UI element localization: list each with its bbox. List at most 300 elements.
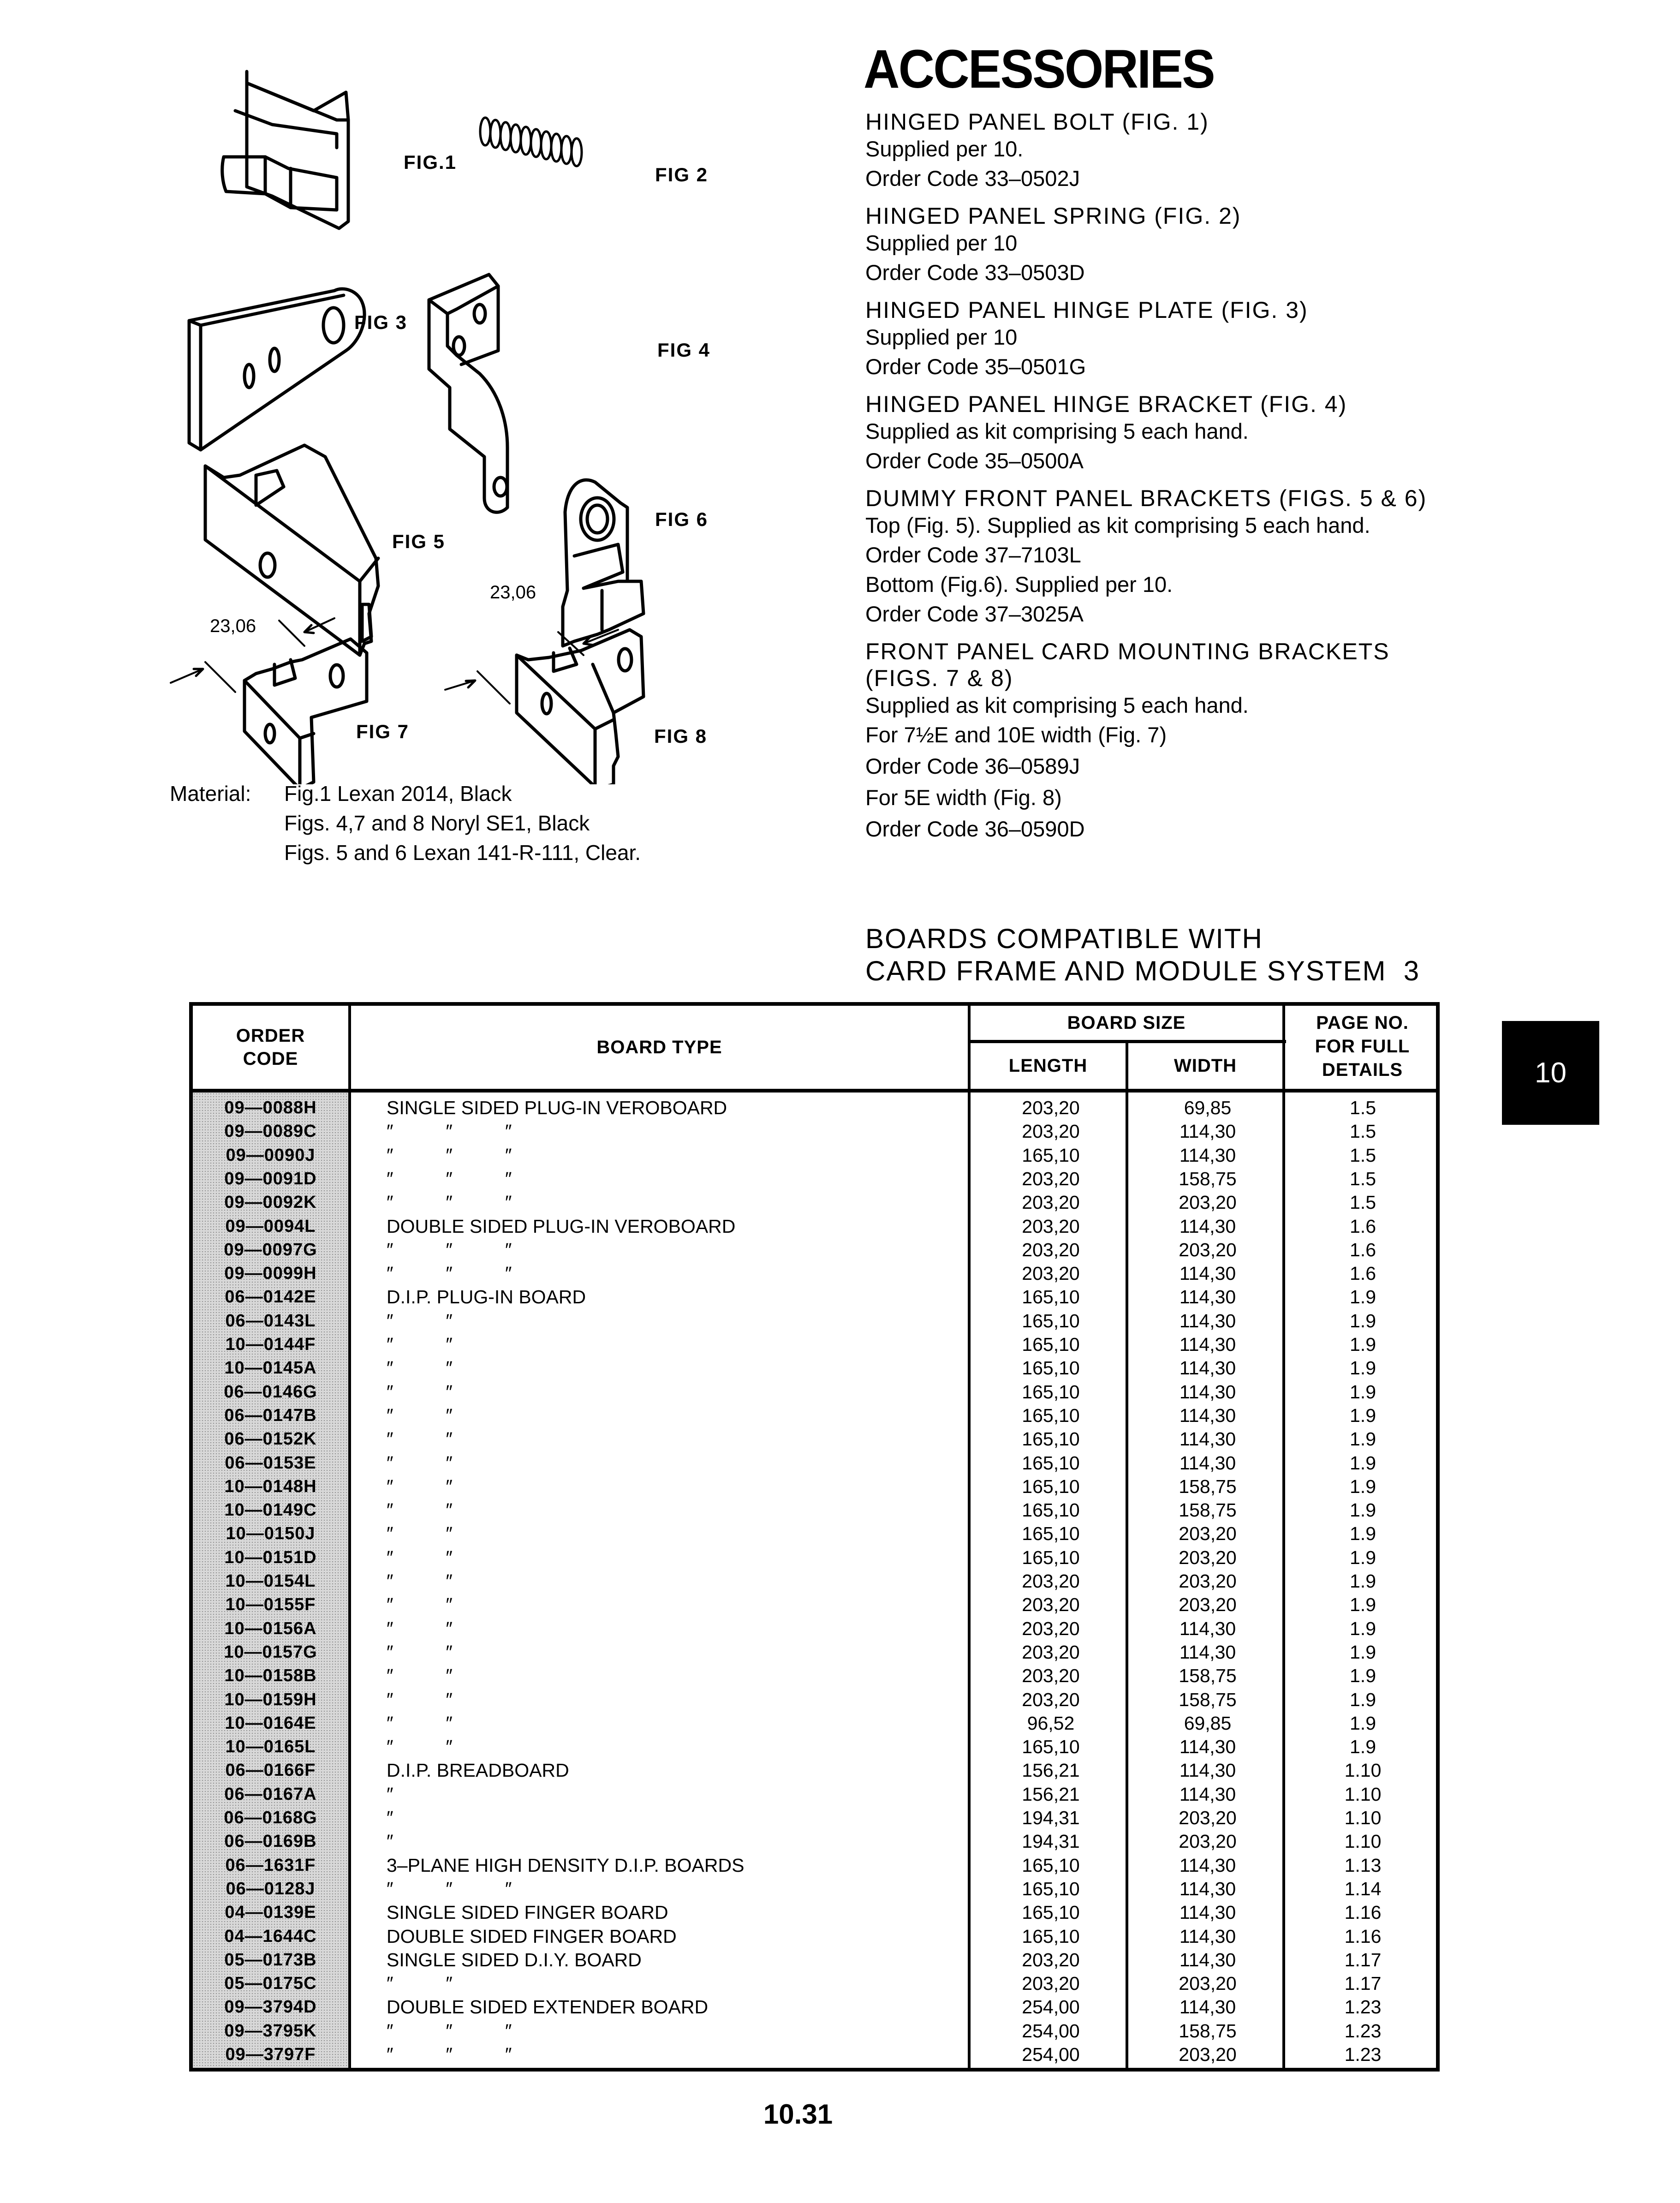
length-cell: 165,10 — [1022, 1286, 1080, 1308]
length-cell: 203,20 — [1022, 1689, 1080, 1710]
table-row — [193, 1262, 1436, 1285]
accessory-detail: Bottom (Fig.6). Supplied per 10. — [865, 572, 1173, 597]
order-code-cell: 10—0157G — [224, 1642, 317, 1662]
width-cell: 114,30 — [1179, 1783, 1236, 1805]
order-code-cell: 09—0088H — [224, 1098, 317, 1117]
width-cell: 114,30 — [1179, 1618, 1236, 1639]
fig7-mounting-bracket-drawing — [171, 618, 367, 784]
board-type-cell: D.I.P. PLUG-IN BOARD — [387, 1286, 586, 1308]
fig2-label: FIG 2 — [655, 164, 709, 185]
page-title: ACCESSORIES — [864, 39, 1214, 100]
length-cell: 165,10 — [1022, 1334, 1080, 1355]
fig4-label: FIG 4 — [657, 339, 711, 361]
page-no-cell: 1.5 — [1350, 1144, 1376, 1166]
order-code-cell: 04—0139E — [225, 1903, 316, 1922]
board-type-cell: ″ ″ — [387, 1428, 453, 1450]
order-code-cell: 10—0148H — [224, 1476, 317, 1496]
width-cell: 203,20 — [1179, 1831, 1237, 1852]
table-row — [193, 1522, 1436, 1546]
boards-heading-line: BOARDS COMPATIBLE WITH — [865, 923, 1263, 954]
order-code-cell: 10—0150J — [226, 1524, 316, 1544]
accessory-order-code: Order Code 33–0502J — [865, 166, 1080, 191]
accessory-heading-continued: (FIGS. 7 & 8) — [865, 665, 1013, 691]
header-text: DETAILS — [1322, 1060, 1403, 1080]
length-cell: 203,20 — [1022, 1665, 1080, 1687]
page-no-cell: 1.9 — [1350, 1618, 1376, 1639]
table-row — [193, 1475, 1436, 1499]
board-type-cell: ″ ″ — [387, 1594, 453, 1616]
page-no-cell: 1.10 — [1344, 1783, 1382, 1805]
order-code-cell: 09—0094L — [225, 1216, 316, 1236]
length-cell: 165,10 — [1022, 1499, 1080, 1521]
length-cell: 203,20 — [1022, 1949, 1080, 1970]
page-no-cell: 1.17 — [1344, 1949, 1382, 1970]
table-row — [193, 1167, 1436, 1191]
board-type-cell: ″ ″ ″ — [387, 1878, 512, 1899]
fig5-label: FIG 5 — [392, 531, 446, 552]
header-length: LENGTH — [1008, 1056, 1088, 1076]
page-no-cell: 1.10 — [1344, 1760, 1382, 1781]
fig7-dimension-label: 23,06 — [210, 616, 256, 636]
header-text: CODE — [243, 1049, 298, 1069]
order-code-cell: 06—0167A — [224, 1784, 317, 1804]
accessory-heading: HINGED PANEL HINGE BRACKET (FIG. 4) — [865, 391, 1347, 417]
width-cell: 203,20 — [1179, 1570, 1237, 1592]
order-code-cell: 10—0144F — [225, 1335, 316, 1354]
width-cell: 114,30 — [1179, 1949, 1236, 1970]
order-code-cell: 10—0159H — [224, 1690, 317, 1709]
table-row — [193, 1641, 1436, 1664]
header-divider — [189, 1089, 1440, 1093]
order-code-cell: 06—0143L — [225, 1311, 316, 1331]
width-cell: 114,30 — [1179, 1452, 1236, 1474]
board-type-cell: ″ ″ ″ — [387, 2020, 512, 2042]
page-no-cell: 1.9 — [1350, 1475, 1376, 1497]
board-type-cell: D.I.P. BREADBOARD — [387, 1760, 569, 1781]
order-code-cell: 10—0149C — [224, 1500, 317, 1520]
length-cell: 203,20 — [1022, 1192, 1080, 1213]
page-no-cell: 1.6 — [1350, 1215, 1376, 1237]
accessory-item — [865, 203, 1511, 288]
width-cell: 158,75 — [1179, 1168, 1237, 1189]
order-code-cell: 06—0166F — [225, 1761, 316, 1780]
table-row — [193, 1333, 1436, 1356]
page-no-cell: 1.10 — [1344, 1807, 1382, 1828]
page-no-cell: 1.17 — [1344, 1973, 1382, 1994]
length-cell: 203,20 — [1022, 1973, 1080, 1994]
accessory-order-code: Order Code 37–3025A — [865, 602, 1084, 626]
board-type-cell: ″ ″ — [387, 1712, 453, 1734]
length-cell: 165,10 — [1022, 1902, 1080, 1923]
accessory-heading: HINGED PANEL SPRING (FIG. 2) — [865, 203, 1241, 229]
accessory-item — [865, 638, 1511, 845]
table-row — [193, 1901, 1436, 1924]
width-cell: 203,20 — [1179, 1546, 1237, 1568]
length-cell: 194,31 — [1022, 1831, 1080, 1852]
table-row — [193, 1238, 1436, 1262]
length-cell: 165,10 — [1022, 1736, 1080, 1758]
order-code-cell: 06—0168G — [224, 1808, 317, 1827]
length-cell: 165,10 — [1022, 1357, 1080, 1379]
table-row — [193, 1995, 1436, 2019]
width-cell: 114,30 — [1179, 1334, 1236, 1355]
order-code-cell: 09—0099H — [224, 1264, 317, 1284]
order-code-cell: 09—3794D — [224, 1997, 317, 2017]
table-row — [193, 1806, 1436, 1830]
order-code-cell: 09—3795K — [224, 2021, 317, 2041]
width-cell: 203,20 — [1179, 1192, 1237, 1213]
accessory-item — [865, 485, 1511, 630]
table-row — [193, 1664, 1436, 1688]
fig4-hinge-bracket-drawing — [429, 275, 507, 512]
page-no-cell: 1.9 — [1350, 1546, 1376, 1568]
length-cell: 203,20 — [1022, 1215, 1080, 1237]
board-type-cell: ″ ″ — [387, 1570, 453, 1592]
board-type-cell: ″ ″ — [387, 1381, 453, 1403]
width-cell: 114,30 — [1179, 1263, 1236, 1284]
accessory-detail: For 5E width (Fig. 8) — [865, 785, 1062, 810]
header-board-size: BOARD SIZE — [1067, 1013, 1186, 1033]
order-code-cell: 09—0097G — [224, 1240, 317, 1260]
page-no-cell: 1.9 — [1350, 1334, 1376, 1355]
table-row — [193, 1191, 1436, 1214]
accessory-heading: HINGED PANEL HINGE PLATE (FIG. 3) — [865, 297, 1308, 323]
page-no-cell: 1.14 — [1344, 1878, 1382, 1899]
accessory-item — [865, 391, 1511, 477]
page-no-cell: 1.6 — [1350, 1239, 1376, 1260]
order-code-cell: 10—0165L — [225, 1737, 316, 1757]
page-no-cell: 1.5 — [1350, 1168, 1376, 1189]
board-type-cell: ″ ″ ″ — [387, 1168, 512, 1189]
width-cell: 203,20 — [1179, 1973, 1237, 1994]
header-page-no — [1285, 1011, 1440, 1082]
section-tab: 10 — [1502, 1021, 1599, 1125]
page-no-cell: 1.9 — [1350, 1641, 1376, 1663]
fig6-label: FIG 6 — [655, 508, 709, 530]
width-cell: 114,30 — [1179, 1144, 1236, 1166]
page-no-cell: 1.23 — [1344, 2044, 1382, 2065]
board-type-cell: ″ ″ ″ — [387, 2044, 512, 2065]
page-no-cell: 1.16 — [1344, 1925, 1382, 1947]
length-cell: 254,00 — [1022, 2044, 1080, 2065]
board-type-cell: ″ ″ — [387, 1404, 453, 1426]
width-cell: 114,30 — [1179, 1215, 1236, 1237]
board-type-cell: ″ — [387, 1831, 393, 1852]
table-row — [193, 1948, 1436, 1972]
board-type-cell: ″ ″ — [387, 1357, 453, 1379]
width-cell: 114,30 — [1179, 1878, 1236, 1899]
table-row — [193, 1688, 1436, 1712]
table-row — [193, 1285, 1436, 1309]
length-cell: 203,20 — [1022, 1239, 1080, 1260]
length-cell: 96,52 — [1027, 1712, 1075, 1734]
width-cell: 158,75 — [1179, 1665, 1237, 1687]
page-no-cell: 1.9 — [1350, 1523, 1376, 1545]
length-cell: 165,10 — [1022, 1523, 1080, 1545]
board-type-cell: ″ ″ ″ — [387, 1239, 512, 1260]
header-text: PAGE NO. — [1316, 1013, 1409, 1033]
accessory-detail: Supplied per 10. — [865, 137, 1024, 161]
length-cell: 165,10 — [1022, 1404, 1080, 1426]
length-cell: 203,20 — [1022, 1121, 1080, 1142]
table-row — [193, 1854, 1436, 1877]
order-code-cell: 09—0091D — [224, 1169, 317, 1188]
length-cell: 254,00 — [1022, 2020, 1080, 2042]
material-line: Figs. 5 and 6 Lexan 141-R-111, Clear. — [284, 841, 641, 865]
width-cell: 158,75 — [1179, 1475, 1237, 1497]
width-cell: 114,30 — [1179, 1286, 1236, 1308]
board-type-cell: ″ ″ — [387, 1452, 453, 1474]
length-cell: 165,10 — [1022, 1452, 1080, 1474]
material-line: Figs. 4,7 and 8 Noryl SE1, Black — [284, 811, 590, 835]
board-type-cell: ″ ″ ″ — [387, 1263, 512, 1284]
page-no-cell: 1.16 — [1344, 1902, 1382, 1923]
width-cell: 203,20 — [1179, 1594, 1237, 1616]
order-code-cell: 05—0175C — [224, 1974, 317, 1994]
board-type-cell: SINGLE SIDED PLUG-IN VEROBOARD — [387, 1097, 727, 1118]
accessory-detail: Supplied per 10 — [865, 231, 1018, 255]
accessory-heading: FRONT PANEL CARD MOUNTING BRACKETS — [865, 639, 1390, 664]
board-type-cell: DOUBLE SIDED EXTENDER BOARD — [387, 1996, 709, 2018]
length-cell: 165,10 — [1022, 1925, 1080, 1947]
width-cell: 203,20 — [1179, 2044, 1237, 2065]
accessories-section — [865, 39, 1511, 853]
page-no-cell: 1.9 — [1350, 1594, 1376, 1616]
board-type-cell: ″ — [387, 1783, 393, 1805]
table-row — [193, 1546, 1436, 1570]
page-no-cell: 1.9 — [1350, 1428, 1376, 1450]
page-no-cell: 1.10 — [1344, 1831, 1382, 1852]
table-row — [193, 1877, 1436, 1901]
accessory-order-code: Order Code 35–0501G — [865, 354, 1086, 379]
table-row — [193, 1830, 1436, 1853]
header-text: ORDER — [236, 1026, 305, 1046]
length-cell: 203,20 — [1022, 1097, 1080, 1118]
order-code-cell: 04—1644C — [224, 1926, 317, 1946]
order-code-cell: 10—0164E — [225, 1713, 316, 1733]
table-row — [193, 1759, 1436, 1782]
length-cell: 194,31 — [1022, 1807, 1080, 1828]
board-type-cell: 3–PLANE HIGH DENSITY D.I.P. BOARDS — [387, 1854, 745, 1876]
table-row — [193, 1096, 1436, 1120]
order-code-cell: 06—0153E — [225, 1453, 316, 1473]
page-no-cell: 1.9 — [1350, 1381, 1376, 1403]
page-no-cell: 1.5 — [1350, 1192, 1376, 1213]
page-no-cell: 1.9 — [1350, 1452, 1376, 1474]
page-number: 10.31 — [763, 2099, 833, 2130]
width-cell: 114,30 — [1179, 1428, 1236, 1450]
table-row — [193, 1451, 1436, 1475]
length-cell: 203,20 — [1022, 1618, 1080, 1639]
width-cell: 203,20 — [1179, 1807, 1237, 1828]
table-row — [193, 1783, 1436, 1806]
accessory-heading: DUMMY FRONT PANEL BRACKETS (FIGS. 5 & 6) — [865, 485, 1427, 511]
accessory-detail: For 7½E and 10E width (Fig. 7) — [865, 722, 1167, 747]
width-cell: 114,30 — [1179, 1404, 1236, 1426]
fig8-mounting-bracket-drawing — [445, 630, 643, 784]
board-type-cell: ″ ″ — [387, 1973, 453, 1994]
table-row — [193, 1404, 1436, 1427]
width-cell: 114,30 — [1179, 1736, 1236, 1758]
order-code-cell: 06—1631F — [225, 1855, 316, 1875]
page-no-cell: 1.9 — [1350, 1286, 1376, 1308]
accessory-order-code: Order Code 35–0500A — [865, 448, 1084, 473]
width-cell: 114,30 — [1179, 1996, 1236, 2018]
order-code-cell: 09—0092K — [224, 1193, 317, 1212]
page-no-cell: 1.5 — [1350, 1097, 1376, 1118]
table-row — [193, 1215, 1436, 1238]
length-cell: 165,10 — [1022, 1310, 1080, 1331]
board-type-cell: ″ ″ — [387, 1546, 453, 1568]
accessory-item — [865, 297, 1511, 382]
table-row — [193, 1380, 1436, 1404]
width-cell: 69,85 — [1184, 1712, 1232, 1734]
table-row — [193, 1972, 1436, 1995]
width-cell: 114,30 — [1179, 1357, 1236, 1379]
fig8-dimension-label: 23,06 — [490, 582, 536, 603]
length-cell: 203,20 — [1022, 1168, 1080, 1189]
header-text: FOR FULL — [1315, 1036, 1410, 1057]
fig6-bottom-bracket-drawing — [563, 480, 643, 646]
page-no-cell: 1.5 — [1350, 1121, 1376, 1142]
order-code-cell: 06—0152K — [224, 1429, 317, 1449]
width-cell: 158,75 — [1179, 1499, 1237, 1521]
width-cell: 114,30 — [1179, 1902, 1236, 1923]
material-line: Fig.1 Lexan 2014, Black — [284, 782, 512, 806]
page-no-cell: 1.13 — [1344, 1854, 1382, 1876]
length-cell: 165,10 — [1022, 1381, 1080, 1403]
order-code-cell: 10—0154L — [225, 1571, 316, 1591]
page-no-cell: 1.9 — [1350, 1357, 1376, 1379]
fig2-spring-drawing — [480, 118, 582, 166]
page-no-cell: 1.23 — [1344, 1996, 1382, 2018]
order-code-cell: 09—0089C — [224, 1122, 317, 1141]
width-cell: 114,30 — [1179, 1381, 1236, 1403]
order-code-cell: 06—0142E — [225, 1287, 316, 1307]
table-row — [193, 1356, 1436, 1380]
length-cell: 165,10 — [1022, 1854, 1080, 1876]
length-cell: 165,10 — [1022, 1475, 1080, 1497]
accessory-detail: Supplied as kit comprising 5 each hand. — [865, 693, 1249, 717]
board-type-cell: ″ ″ — [387, 1310, 453, 1331]
board-type-cell: ″ ″ — [387, 1475, 453, 1497]
page-no-cell: 1.9 — [1350, 1736, 1376, 1758]
table-row — [193, 1144, 1436, 1167]
header-order-code — [193, 1024, 348, 1070]
board-type-cell: ″ ″ ″ — [387, 1192, 512, 1213]
order-code-cell: 10—0151D — [224, 1547, 317, 1567]
length-cell: 254,00 — [1022, 1996, 1080, 2018]
table-row — [193, 1925, 1436, 1948]
accessory-figures — [152, 69, 775, 784]
board-type-cell: ″ ″ ″ — [387, 1144, 512, 1166]
page-no-cell: 1.9 — [1350, 1570, 1376, 1592]
board-type-cell: SINGLE SIDED D.I.Y. BOARD — [387, 1949, 642, 1970]
width-cell: 158,75 — [1179, 2020, 1237, 2042]
table-row — [193, 1499, 1436, 1522]
board-type-cell: ″ ″ — [387, 1334, 453, 1355]
length-cell: 203,20 — [1022, 1594, 1080, 1616]
page-no-cell: 1.9 — [1350, 1310, 1376, 1331]
width-cell: 203,20 — [1179, 1239, 1237, 1260]
length-cell: 165,10 — [1022, 1878, 1080, 1899]
board-type-cell: ″ ″ — [387, 1689, 453, 1710]
table-row — [193, 1570, 1436, 1593]
width-cell: 114,30 — [1179, 1925, 1236, 1947]
accessory-order-code: Order Code 33–0503D — [865, 260, 1085, 285]
board-type-cell: ″ ″ — [387, 1641, 453, 1663]
accessory-detail: Supplied per 10 — [865, 325, 1018, 349]
fig1-bolt-drawing — [222, 72, 348, 228]
boards-heading-line: CARD FRAME AND MODULE SYSTEM 3 — [865, 955, 1420, 986]
table-row — [193, 1309, 1436, 1333]
boards-table — [189, 1002, 1440, 2072]
table-row — [193, 2043, 1436, 2066]
accessory-order-code: Order Code 36–0589J — [865, 754, 1080, 778]
length-cell: 156,21 — [1022, 1760, 1080, 1781]
accessory-item — [865, 108, 1511, 194]
order-code-cell: 09—0090J — [226, 1145, 316, 1165]
table-row — [193, 1593, 1436, 1617]
board-type-cell: ″ ″ — [387, 1736, 453, 1758]
accessory-order-code: Order Code 37–7103L — [865, 543, 1081, 567]
header-board-type: BOARD TYPE — [596, 1037, 722, 1057]
board-type-cell: DOUBLE SIDED FINGER BOARD — [387, 1925, 677, 1947]
order-code-cell: 06—0128J — [226, 1879, 316, 1899]
length-cell: 165,10 — [1022, 1546, 1080, 1568]
length-cell: 203,20 — [1022, 1641, 1080, 1663]
width-cell: 114,30 — [1179, 1121, 1236, 1142]
order-code-cell: 10—0145A — [224, 1358, 317, 1378]
fig7-label: FIG 7 — [356, 721, 410, 742]
material-label: Material: — [170, 782, 251, 806]
accessory-order-code: Order Code 36–0590D — [865, 817, 1085, 841]
boards-section-heading — [865, 923, 1420, 987]
accessory-detail: Top (Fig. 5). Supplied as kit comprising 5 each hand. — [865, 513, 1370, 537]
board-type-cell: ″ ″ — [387, 1665, 453, 1687]
fig3-hinge-plate-drawing — [189, 289, 364, 450]
table-row — [193, 1712, 1436, 1735]
board-type-cell: ″ ″ — [387, 1618, 453, 1639]
header-width: WIDTH — [1174, 1056, 1237, 1076]
page-no-cell: 1.9 — [1350, 1404, 1376, 1426]
length-cell: 165,10 — [1022, 1428, 1080, 1450]
page-no-cell: 1.9 — [1350, 1689, 1376, 1710]
board-type-cell: SINGLE SIDED FINGER BOARD — [387, 1902, 668, 1923]
width-cell: 203,20 — [1179, 1523, 1237, 1545]
width-cell: 158,75 — [1179, 1689, 1237, 1710]
board-type-cell: ″ — [387, 1807, 393, 1828]
width-cell: 69,85 — [1184, 1097, 1232, 1118]
length-cell: 203,20 — [1022, 1263, 1080, 1284]
length-cell: 156,21 — [1022, 1783, 1080, 1805]
page-no-cell: 1.9 — [1350, 1499, 1376, 1521]
table-row — [193, 2019, 1436, 2043]
page-no-cell: 1.9 — [1350, 1665, 1376, 1687]
board-type-cell: ″ ″ ″ — [387, 1121, 512, 1142]
page-no-cell: 1.9 — [1350, 1712, 1376, 1734]
page-no-cell: 1.23 — [1344, 2020, 1382, 2042]
fig1-label: FIG.1 — [404, 151, 457, 173]
board-type-cell: ″ ″ — [387, 1523, 453, 1545]
width-cell: 114,30 — [1179, 1854, 1236, 1876]
order-code-cell: 09—3797F — [225, 2045, 316, 2064]
order-code-cell: 10—0158B — [224, 1666, 317, 1686]
board-type-cell: ″ ″ — [387, 1499, 453, 1521]
length-cell: 165,10 — [1022, 1144, 1080, 1166]
order-code-cell: 06—0169B — [224, 1832, 317, 1851]
accessory-heading: HINGED PANEL BOLT (FIG. 1) — [865, 109, 1209, 135]
